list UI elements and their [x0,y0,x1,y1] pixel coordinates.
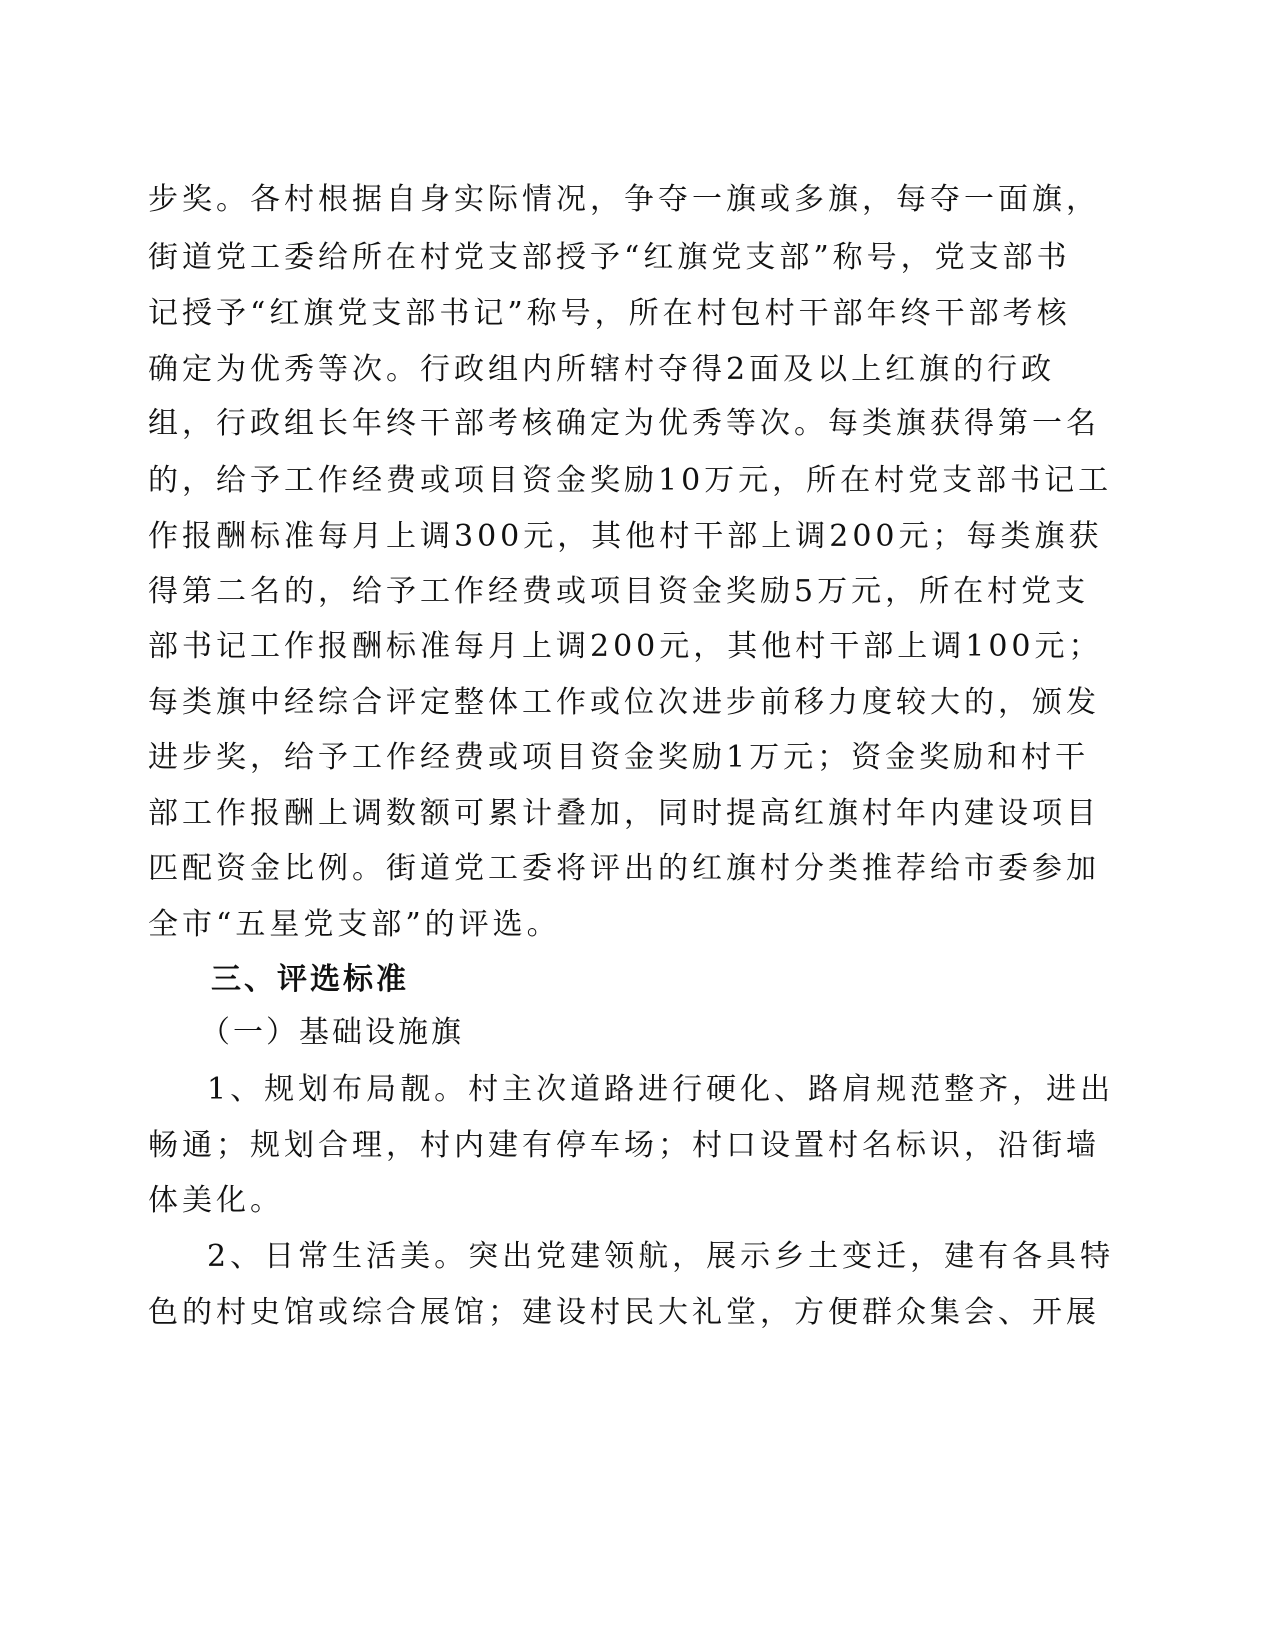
body-text-line: 作报酬标准每月上调300元，其他村干部上调200元；每类旗获 [148,519,1103,554]
body-text-line: 街道党工委给所在村党支部授予“红旗党支部”称号，党支部书 [148,240,1071,275]
body-text-line: 全市“五星党支部”的评选。 [148,907,561,942]
item-1-line: 畅通；规划合理，村内建有停车场；村口设置村名标识，沿街墙 [148,1128,1100,1163]
item-1-line: 体美化。 [148,1183,284,1218]
item-2-line: 2、日常生活美。突出党建领航，展示乡土变迁，建有各具特 [207,1239,1115,1274]
body-text-line: 得第二名的，给予工作经费或项目资金奖励5万元，所在村党支 [148,574,1090,609]
body-text-line: 记授予“红旗党支部书记”称号，所在村包村干部年终干部考核 [148,296,1071,331]
body-text-line: 组，行政组长年终干部考核确定为优秀等次。每类旗获得第一名 [148,406,1100,441]
item-1-line: 1、规划布局靓。村主次道路进行硬化、路肩规范整齐，进出 [207,1072,1115,1107]
item-2-line: 色的村史馆或综合展馆；建设村民大礼堂，方便群众集会、开展 [148,1295,1100,1330]
body-text-line: 的，给予工作经费或项目资金奖励10万元，所在村党支部书记工 [148,463,1113,498]
body-text-line: 匹配资金比例。街道党工委将评出的红旗村分类推荐给市委参加 [148,851,1100,886]
body-text-line: 确定为优秀等次。行政组内所辖村夺得2面及以上红旗的行政 [148,352,1056,387]
body-text-line: 每类旗中经综合评定整体工作或位次进步前移力度较大的，颁发 [148,685,1100,720]
body-text-line: 进步奖，给予工作经费或项目资金奖励1万元；资金奖励和村干 [148,740,1090,775]
subsection-heading: （一）基础设施旗 [200,1015,464,1050]
section-heading: 三、评选标准 [211,962,409,997]
body-text-line: 部书记工作报酬标准每月上调200元，其他村干部上调100元； [148,629,1103,664]
body-text-line: 步奖。各村根据自身实际情况，争夺一旗或多旗，每夺一面旗， [148,182,1100,217]
body-text-line: 部工作报酬上调数额可累计叠加，同时提高红旗村年内建设项目 [148,796,1100,831]
